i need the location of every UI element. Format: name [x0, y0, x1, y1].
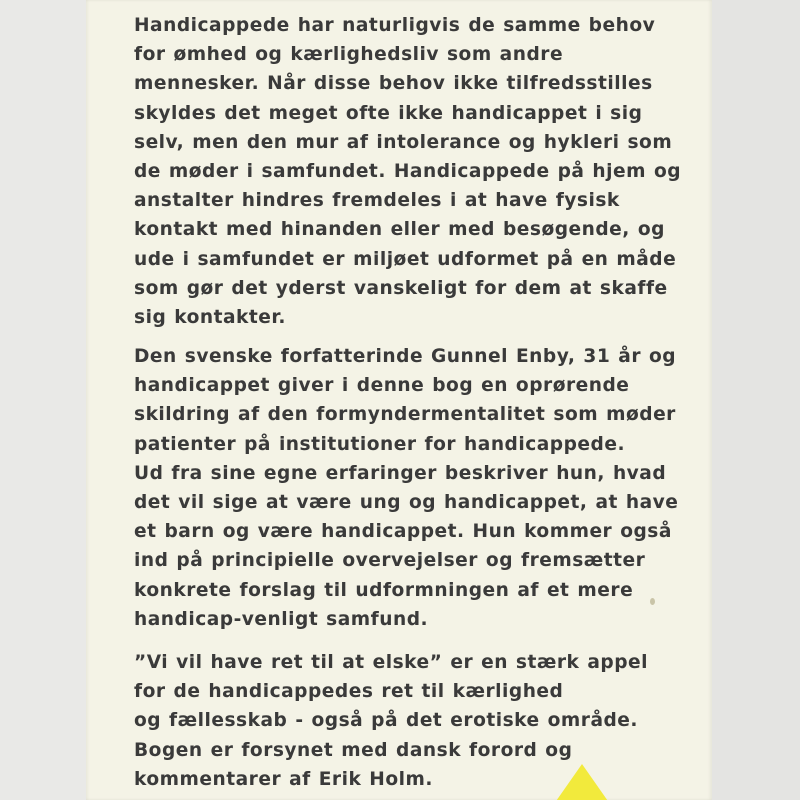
blurb-paragraph-2: Den svenske forfatterinde Gunnel Enby, 31 år og handicappet giver i denne bog en oprørende skildring af den formyndermentalitet som møder patienter på institutioner for handicappede. Ud fra sine egne erfaringer beskriver hun, hvad det vil sige at være ung og handicappet, at have et barn og være handicappet. Hun kommer også ind på principielle overvejelser og fremsætter konkrete forslag til udformningen af et mere handicap-venligt samfund. — [134, 346, 679, 630]
book-back-cover — [86, 0, 712, 800]
background-right — [712, 0, 800, 800]
paper-speck — [650, 598, 655, 605]
blurb-paragraph-3: ”Vi vil have ret til at elske” er en stærk appel for de handicappedes ret til kærlighed og fællesskab - også på det erotiske område. Bogen er forsynet med dansk forord og kommentarer af Erik Holm. — [134, 652, 649, 790]
background-left — [0, 0, 86, 800]
blurb-paragraph-1: Handicappede har naturligvis de samme behov for ømhed og kærlighedsliv som andre mennesker. Når disse behov ikke tilfredsstilles skyldes det meget ofte ikke handicappet i sig selv, men den mur af intolerance og hykleri som de møder i samfundet. Handicappede på hjem og anstalter hindres fremdeles i at have fysisk kontakt med hinanden eller med besøgende, og ude i samfundet er miljøet udformet på en måde som gør det yderst vanskeligt for dem at skaffe sig kontakter. — [134, 15, 682, 329]
yellow-triangle-logo — [554, 764, 610, 800]
